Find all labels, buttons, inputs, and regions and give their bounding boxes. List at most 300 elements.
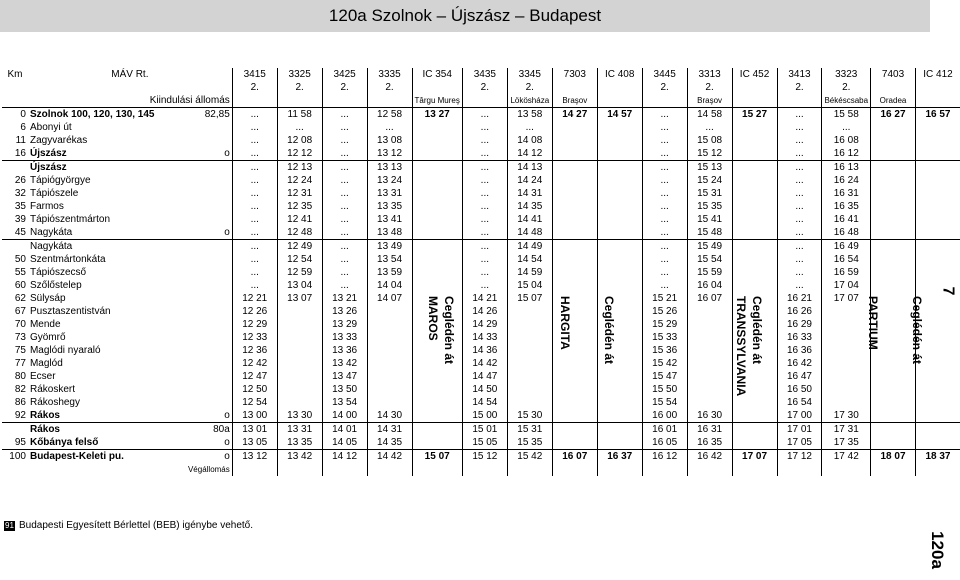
- station-note: [202, 383, 232, 396]
- time-cell: 13 04: [277, 279, 322, 292]
- origin-station: Braşov: [687, 94, 732, 108]
- km-value: 62: [14, 293, 26, 304]
- station-note: [202, 318, 232, 331]
- time-cell: 16 42: [777, 357, 822, 370]
- spacer: [732, 463, 777, 476]
- time-cell: [822, 344, 871, 357]
- station-note: [202, 396, 232, 409]
- table-row: [2, 253, 960, 266]
- time-cell: 13 36: [322, 344, 367, 357]
- time-cell: 15 48: [687, 226, 732, 240]
- time-cell: ...: [322, 187, 367, 200]
- spacer: [642, 463, 687, 476]
- time-cell: ...: [777, 187, 822, 200]
- time-cell: ...: [642, 253, 687, 266]
- km-value: 32: [14, 188, 26, 199]
- time-cell: 12 58: [367, 108, 412, 122]
- time-cell: ...: [642, 213, 687, 226]
- time-cell: [412, 147, 462, 161]
- time-cell: [687, 305, 732, 318]
- time-cell: 15 33: [642, 331, 687, 344]
- time-cell: 13 12: [232, 450, 277, 464]
- km-value: 50: [14, 254, 26, 265]
- time-cell: 13 29: [322, 318, 367, 331]
- table-row: [2, 240, 960, 254]
- time-cell: [367, 357, 412, 370]
- train-number: 3323: [822, 68, 871, 81]
- origin-station: [367, 94, 412, 108]
- time-cell: [507, 383, 552, 396]
- station-note: [202, 240, 232, 254]
- station-note: [202, 344, 232, 357]
- route-label: Ceglédén át: [750, 296, 764, 365]
- train-number: 3345: [507, 68, 552, 81]
- time-cell: 15 35: [687, 200, 732, 213]
- time-cell: ...: [777, 121, 822, 134]
- table-row: [2, 161, 960, 175]
- time-cell: 16 29: [777, 318, 822, 331]
- time-cell: [367, 396, 412, 409]
- time-cell: [552, 174, 597, 187]
- time-cell: [915, 213, 960, 226]
- station-note: o: [224, 451, 230, 462]
- time-cell: [597, 213, 642, 226]
- spacer: [915, 463, 960, 476]
- station-name: Szőlőstelep: [29, 280, 82, 291]
- time-cell: 15 49: [687, 240, 732, 254]
- time-cell: 15 24: [687, 174, 732, 187]
- time-cell: 16 57: [915, 108, 960, 122]
- route-label: Ceglédén át: [442, 296, 456, 365]
- time-cell: ...: [232, 187, 277, 200]
- time-cell: ...: [322, 121, 367, 134]
- station-note: [202, 357, 232, 370]
- time-cell: 16 01: [642, 423, 687, 437]
- time-cell: [412, 266, 462, 279]
- time-cell: ...: [777, 134, 822, 147]
- train-class: 2.: [277, 81, 322, 94]
- time-cell: 13 00: [232, 409, 277, 423]
- time-cell: 14 57: [597, 108, 642, 122]
- time-cell: 17 05: [777, 436, 822, 450]
- origin-station: [597, 94, 642, 108]
- time-cell: 14 05: [322, 436, 367, 450]
- train-class: [871, 81, 916, 94]
- time-cell: 15 04: [507, 279, 552, 292]
- time-cell: [871, 279, 916, 292]
- time-cell: ...: [367, 121, 412, 134]
- time-cell: 14 33: [462, 331, 507, 344]
- km-value: 0: [20, 109, 26, 120]
- time-cell: 14 31: [367, 423, 412, 437]
- time-cell: [871, 396, 916, 409]
- spacer: [462, 463, 507, 476]
- time-cell: [822, 318, 871, 331]
- route-label: Ceglédén át: [910, 296, 924, 365]
- spacer: [687, 463, 732, 476]
- time-cell: [597, 253, 642, 266]
- time-cell: ...: [462, 147, 507, 161]
- time-cell: 16 27: [871, 108, 916, 122]
- time-cell: 16 41: [822, 213, 871, 226]
- table-row: [2, 450, 960, 464]
- time-cell: 17 35: [822, 436, 871, 450]
- km-value: 75: [14, 345, 26, 356]
- station-note: 82,85: [204, 109, 230, 120]
- time-cell: 13 54: [322, 396, 367, 409]
- table-row: [2, 187, 960, 200]
- train-class: 2.: [687, 81, 732, 94]
- time-cell: 14 21: [462, 292, 507, 305]
- train-class: [552, 81, 597, 94]
- time-cell: ...: [642, 200, 687, 213]
- table-row: [2, 279, 960, 292]
- station-name: Rákos: [29, 424, 60, 435]
- time-cell: ...: [322, 161, 367, 175]
- time-cell: [597, 226, 642, 240]
- station-note: [202, 134, 232, 147]
- time-cell: [277, 357, 322, 370]
- spacer: [232, 463, 277, 476]
- train-number: 3325: [277, 68, 322, 81]
- time-cell: [915, 266, 960, 279]
- time-cell: ...: [777, 174, 822, 187]
- origin-station: Lökösháza: [507, 94, 552, 108]
- time-cell: 14 12: [322, 450, 367, 464]
- time-cell: 15 07: [412, 450, 462, 464]
- train-class: [732, 81, 777, 94]
- time-cell: 12 54: [232, 396, 277, 409]
- origin-station: Braşov: [552, 94, 597, 108]
- km-value: [2, 423, 28, 437]
- time-cell: [597, 240, 642, 254]
- km-value: 60: [14, 280, 26, 291]
- time-cell: [732, 147, 777, 161]
- footnote: [4, 520, 253, 531]
- time-cell: 16 33: [777, 331, 822, 344]
- table-row: [2, 344, 960, 357]
- time-cell: [732, 396, 777, 409]
- time-cell: 13 42: [277, 450, 322, 464]
- train-class: [915, 81, 960, 94]
- time-cell: 12 54: [277, 253, 322, 266]
- station-name: Ecser: [29, 371, 56, 382]
- table-row: [2, 318, 960, 331]
- time-cell: ...: [232, 121, 277, 134]
- time-cell: 14 35: [507, 200, 552, 213]
- time-cell: 13 31: [367, 187, 412, 200]
- time-cell: [732, 213, 777, 226]
- km-value: 80: [14, 371, 26, 382]
- time-cell: [552, 121, 597, 134]
- time-cell: [597, 409, 642, 423]
- origin-station: [277, 94, 322, 108]
- km-value: 86: [14, 397, 26, 408]
- train-number: IC 408: [597, 68, 642, 81]
- train-number: 3425: [322, 68, 367, 81]
- time-cell: ...: [322, 240, 367, 254]
- spacer: [507, 463, 552, 476]
- time-cell: [687, 318, 732, 331]
- station-name: Farmos: [29, 201, 64, 212]
- time-cell: ...: [777, 240, 822, 254]
- time-cell: ...: [322, 200, 367, 213]
- time-cell: 15 36: [642, 344, 687, 357]
- time-cell: ...: [642, 187, 687, 200]
- time-cell: 17 12: [777, 450, 822, 464]
- time-cell: ...: [642, 226, 687, 240]
- time-cell: 13 58: [507, 108, 552, 122]
- time-cell: 16 21: [777, 292, 822, 305]
- time-cell: 14 48: [507, 226, 552, 240]
- time-cell: 12 29: [232, 318, 277, 331]
- time-cell: [871, 187, 916, 200]
- time-cell: 14 42: [462, 357, 507, 370]
- operator-label: MÁV Rt.: [111, 69, 149, 80]
- station-note: 80a: [213, 424, 230, 435]
- origin-station: [777, 94, 822, 108]
- table-row: [2, 266, 960, 279]
- time-cell: [871, 253, 916, 266]
- station-name: Rákos: [28, 409, 202, 423]
- km-value: 92: [2, 409, 28, 423]
- time-cell: [552, 134, 597, 147]
- km-value: 35: [14, 201, 26, 212]
- station-note: o: [202, 436, 232, 450]
- time-cell: ...: [462, 161, 507, 175]
- time-cell: 14 42: [367, 450, 412, 464]
- time-cell: ...: [232, 200, 277, 213]
- time-cell: [732, 436, 777, 450]
- time-cell: 16 26: [777, 305, 822, 318]
- origin-station: [322, 94, 367, 108]
- time-cell: [552, 253, 597, 266]
- time-cell: 13 24: [367, 174, 412, 187]
- time-cell: 17 07: [822, 292, 871, 305]
- time-cell: 14 29: [462, 318, 507, 331]
- spacer: [2, 94, 28, 108]
- time-cell: [687, 344, 732, 357]
- time-cell: [507, 318, 552, 331]
- time-cell: [552, 383, 597, 396]
- time-cell: [597, 174, 642, 187]
- time-cell: [277, 318, 322, 331]
- time-cell: 13 08: [367, 134, 412, 147]
- time-cell: [915, 279, 960, 292]
- table-row: [2, 174, 960, 187]
- train-class: 2.: [462, 81, 507, 94]
- station-name: Szolnok 100, 120, 130, 145: [29, 109, 155, 120]
- time-cell: [732, 174, 777, 187]
- time-cell: [597, 370, 642, 383]
- route-label: PARTIUM: [866, 296, 880, 350]
- train-number: IC 354: [412, 68, 462, 81]
- time-cell: ...: [232, 147, 277, 161]
- time-cell: ...: [777, 213, 822, 226]
- time-cell: [732, 226, 777, 240]
- train-number: 3445: [642, 68, 687, 81]
- time-cell: [687, 357, 732, 370]
- time-cell: [552, 279, 597, 292]
- time-cell: 12 13: [277, 161, 322, 175]
- table-row: [2, 121, 960, 134]
- km-value: [2, 161, 28, 175]
- time-cell: ...: [777, 108, 822, 122]
- time-cell: ...: [642, 134, 687, 147]
- train-number: IC 412: [915, 68, 960, 81]
- time-cell: [915, 423, 960, 437]
- time-cell: 16 50: [777, 383, 822, 396]
- time-cell: 14 49: [507, 240, 552, 254]
- footnote-text: Budapesti Egyesített Bérlettel (BEB) igénybe vehető.: [19, 520, 254, 531]
- time-cell: 15 21: [642, 292, 687, 305]
- table-row: [2, 134, 960, 147]
- train-class: 2.: [642, 81, 687, 94]
- time-cell: [871, 357, 916, 370]
- station-note: [202, 174, 232, 187]
- time-cell: [412, 200, 462, 213]
- time-cell: [915, 147, 960, 161]
- km-value: 95: [2, 436, 28, 450]
- time-cell: ...: [232, 174, 277, 187]
- time-cell: [412, 409, 462, 423]
- time-cell: [552, 161, 597, 175]
- time-cell: 16 48: [822, 226, 871, 240]
- time-cell: ...: [462, 187, 507, 200]
- time-cell: 12 42: [232, 357, 277, 370]
- time-cell: [871, 409, 916, 423]
- time-cell: [367, 305, 412, 318]
- time-cell: 12 21: [232, 292, 277, 305]
- route-label: HARGITA: [558, 296, 572, 350]
- train-class: [597, 81, 642, 94]
- time-cell: 14 50: [462, 383, 507, 396]
- time-cell: [277, 331, 322, 344]
- train-number: 7303: [552, 68, 597, 81]
- train-class: 2.: [322, 81, 367, 94]
- time-cell: 17 01: [777, 423, 822, 437]
- train-number: 3435: [462, 68, 507, 81]
- time-cell: ...: [462, 240, 507, 254]
- time-cell: 13 27: [412, 108, 462, 122]
- station-note: [202, 279, 232, 292]
- table-row: [2, 436, 960, 450]
- time-cell: [871, 174, 916, 187]
- time-cell: ...: [462, 134, 507, 147]
- station-note: [202, 370, 232, 383]
- time-cell: ...: [232, 279, 277, 292]
- time-cell: 13 49: [367, 240, 412, 254]
- time-cell: ...: [322, 147, 367, 161]
- km-value: 26: [14, 175, 26, 186]
- time-cell: ...: [687, 121, 732, 134]
- table-row: [2, 396, 960, 409]
- time-cell: 15 01: [462, 423, 507, 437]
- table-row: [2, 147, 960, 161]
- train-class: 2.: [507, 81, 552, 94]
- origin-label: Kiindulási állomás: [28, 94, 232, 108]
- time-cell: [552, 200, 597, 213]
- train-number: IC 452: [732, 68, 777, 81]
- time-cell: ...: [642, 240, 687, 254]
- time-cell: ...: [462, 226, 507, 240]
- time-cell: [597, 134, 642, 147]
- time-cell: [732, 134, 777, 147]
- time-cell: [871, 200, 916, 213]
- station-name: Zagyvarékas: [29, 135, 88, 146]
- km-value: 11: [15, 135, 26, 146]
- time-cell: [915, 187, 960, 200]
- time-cell: 17 00: [777, 409, 822, 423]
- time-cell: 12 33: [232, 331, 277, 344]
- time-cell: 18 37: [915, 450, 960, 464]
- km-value: 16: [2, 147, 28, 161]
- time-cell: [412, 187, 462, 200]
- spacer: [277, 463, 322, 476]
- station-name: Szentmártonkáta: [29, 254, 106, 265]
- time-cell: [732, 161, 777, 175]
- time-cell: 15 31: [687, 187, 732, 200]
- time-cell: 14 07: [367, 292, 412, 305]
- time-cell: [597, 423, 642, 437]
- time-cell: 15 58: [822, 108, 871, 122]
- time-cell: ...: [507, 121, 552, 134]
- time-cell: [822, 383, 871, 396]
- time-cell: ...: [232, 213, 277, 226]
- time-cell: 14 30: [367, 409, 412, 423]
- time-cell: 17 30: [822, 409, 871, 423]
- time-cell: 14 47: [462, 370, 507, 383]
- time-cell: [915, 370, 960, 383]
- time-cell: 12 24: [277, 174, 322, 187]
- station-name: Maglódi nyaraló: [29, 345, 101, 356]
- spacer: [597, 463, 642, 476]
- origin-station: [732, 94, 777, 108]
- time-cell: 12 48: [277, 226, 322, 240]
- table-row: [2, 383, 960, 396]
- station-name: Tápiógyörgye: [29, 175, 91, 186]
- time-cell: 13 59: [367, 266, 412, 279]
- time-cell: [507, 370, 552, 383]
- station-note: [202, 213, 232, 226]
- km-header: Km: [7, 69, 23, 80]
- time-cell: 13 07: [277, 292, 322, 305]
- origin-station: Oradea: [871, 94, 916, 108]
- time-cell: [412, 383, 462, 396]
- time-cell: 15 42: [642, 357, 687, 370]
- station-name: Mende: [29, 319, 61, 330]
- time-cell: ...: [232, 226, 277, 240]
- origin-station: Békéscsaba: [822, 94, 871, 108]
- time-cell: ...: [642, 174, 687, 187]
- time-cell: [822, 396, 871, 409]
- time-cell: 12 31: [277, 187, 322, 200]
- time-cell: [552, 436, 597, 450]
- time-cell: ...: [322, 226, 367, 240]
- station-note: o: [202, 409, 232, 423]
- page-title-bar: [0, 0, 930, 32]
- time-cell: [507, 331, 552, 344]
- time-cell: 15 54: [642, 396, 687, 409]
- station-note: o: [202, 147, 232, 161]
- time-cell: 13 35: [367, 200, 412, 213]
- time-cell: 14 01: [322, 423, 367, 437]
- time-cell: [552, 409, 597, 423]
- time-cell: 14 35: [367, 436, 412, 450]
- time-cell: [552, 370, 597, 383]
- time-cell: 14 27: [552, 108, 597, 122]
- route-label: MAROS: [426, 296, 440, 341]
